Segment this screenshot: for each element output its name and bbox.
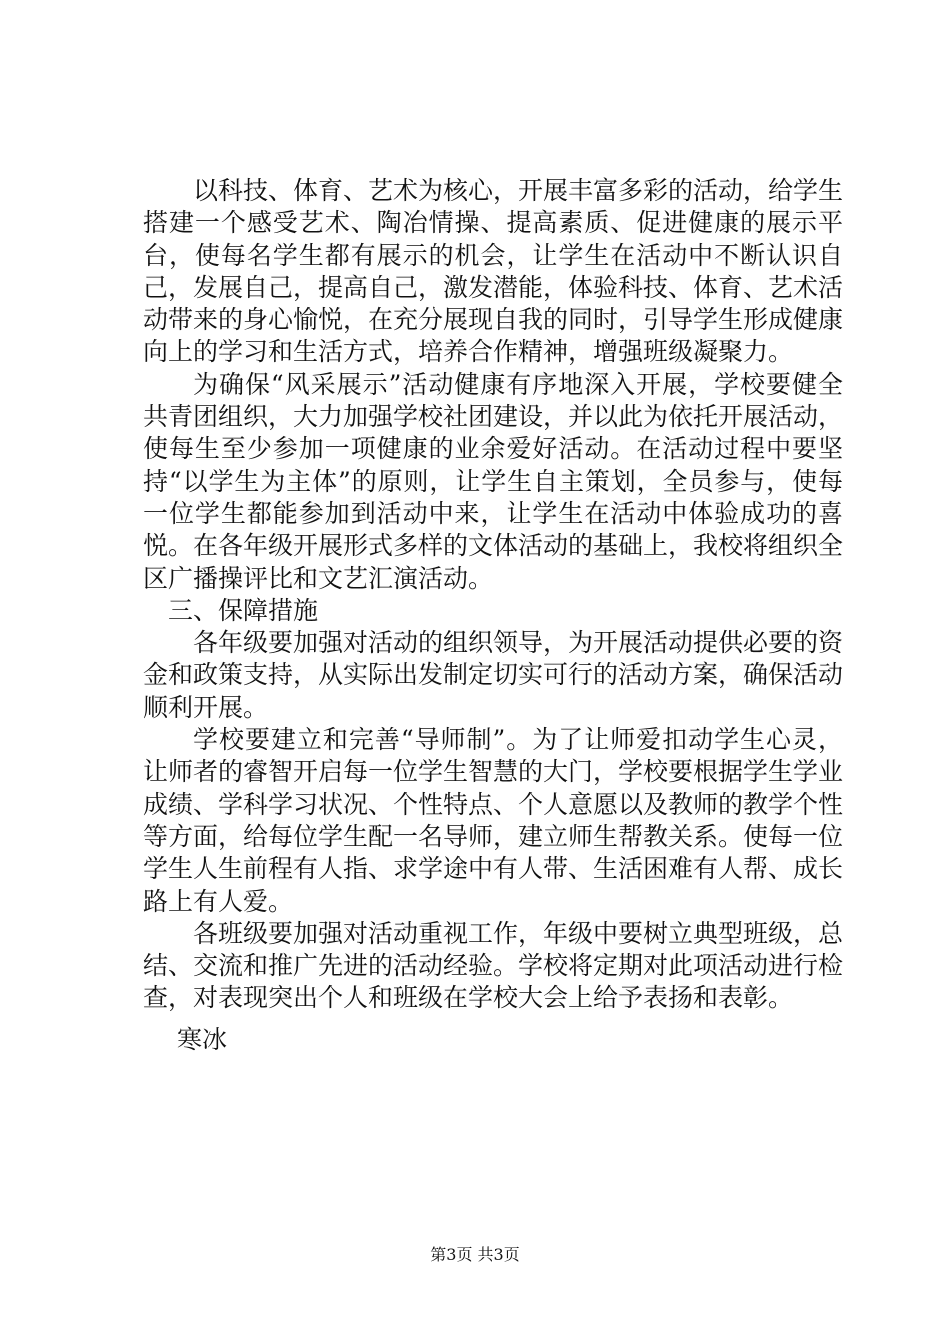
page-footer: 第3页 共3页 [430,1245,520,1264]
section-heading-safeguards: 三、保障措施 [168,595,319,625]
signature: 寒冰 [177,1025,228,1054]
paragraph-leadership: 各年级要加强对活动的组织领导，为开展活动提供必要的资金和政策支持，从实际出发制定切实可行的活动方案，确保活动顺利开展。 [143,628,844,722]
paragraph-class-inspection: 各班级要加强对活动重视工作，年级中要树立典型班级，总结、交流和推广先进的活动经验。学校将定期对此项活动进行检查，对表现突出个人和班级在学校大会上给予表扬和表彰。 [143,918,844,1013]
paragraph-style-showcase: 为确保“风采展示”活动健康有序地深入开展，学校要健全共青团组织，大力加强学校社团建设，并以此为依托开展活动，使每生至少参加一项健康的业余爱好活动。在活动过程中要坚持“以学生为主体”的原则，让学生自主策划，全员参与，使每一位学生都能参加到活动中来，让学生在活动中体验成功的喜悦。在各年级开展形式多样的文体活动的基础上，我校将组织全区广播操评比和文艺汇演活动。 [143,369,844,593]
paragraph-activities: 以科技、体育、艺术为核心，开展丰富多彩的活动，给学生搭建一个感受艺术、陶冶情操、提高素质、促进健康的展示平台，使每名学生都有展示的机会，让学生在活动中不断认识自己，发展自己，提高自己，激发潜能，体验科技、体育、艺术活动带来的身心愉悦，在充分展现自我的同时，引导学生形成健康向上的学习和生活方式，培养合作精神，增强班级凝聚力。 [143,176,844,367]
document-body [143,175,843,1015]
paragraph-mentor-system: 学校要建立和完善“导师制”。为了让师爱扣动学生心灵，让师者的睿智开启每一位学生智慧的大门，学校要根据学生学业成绩、学科学习状况、个性特点、个人意愿以及教师的教学个性等方面，给每位学生配一名导师，建立师生帮教关系。使每一位学生人生前程有人指、求学途中有人带、生活困难有人帮、成长路上有人爱。 [143,725,844,916]
